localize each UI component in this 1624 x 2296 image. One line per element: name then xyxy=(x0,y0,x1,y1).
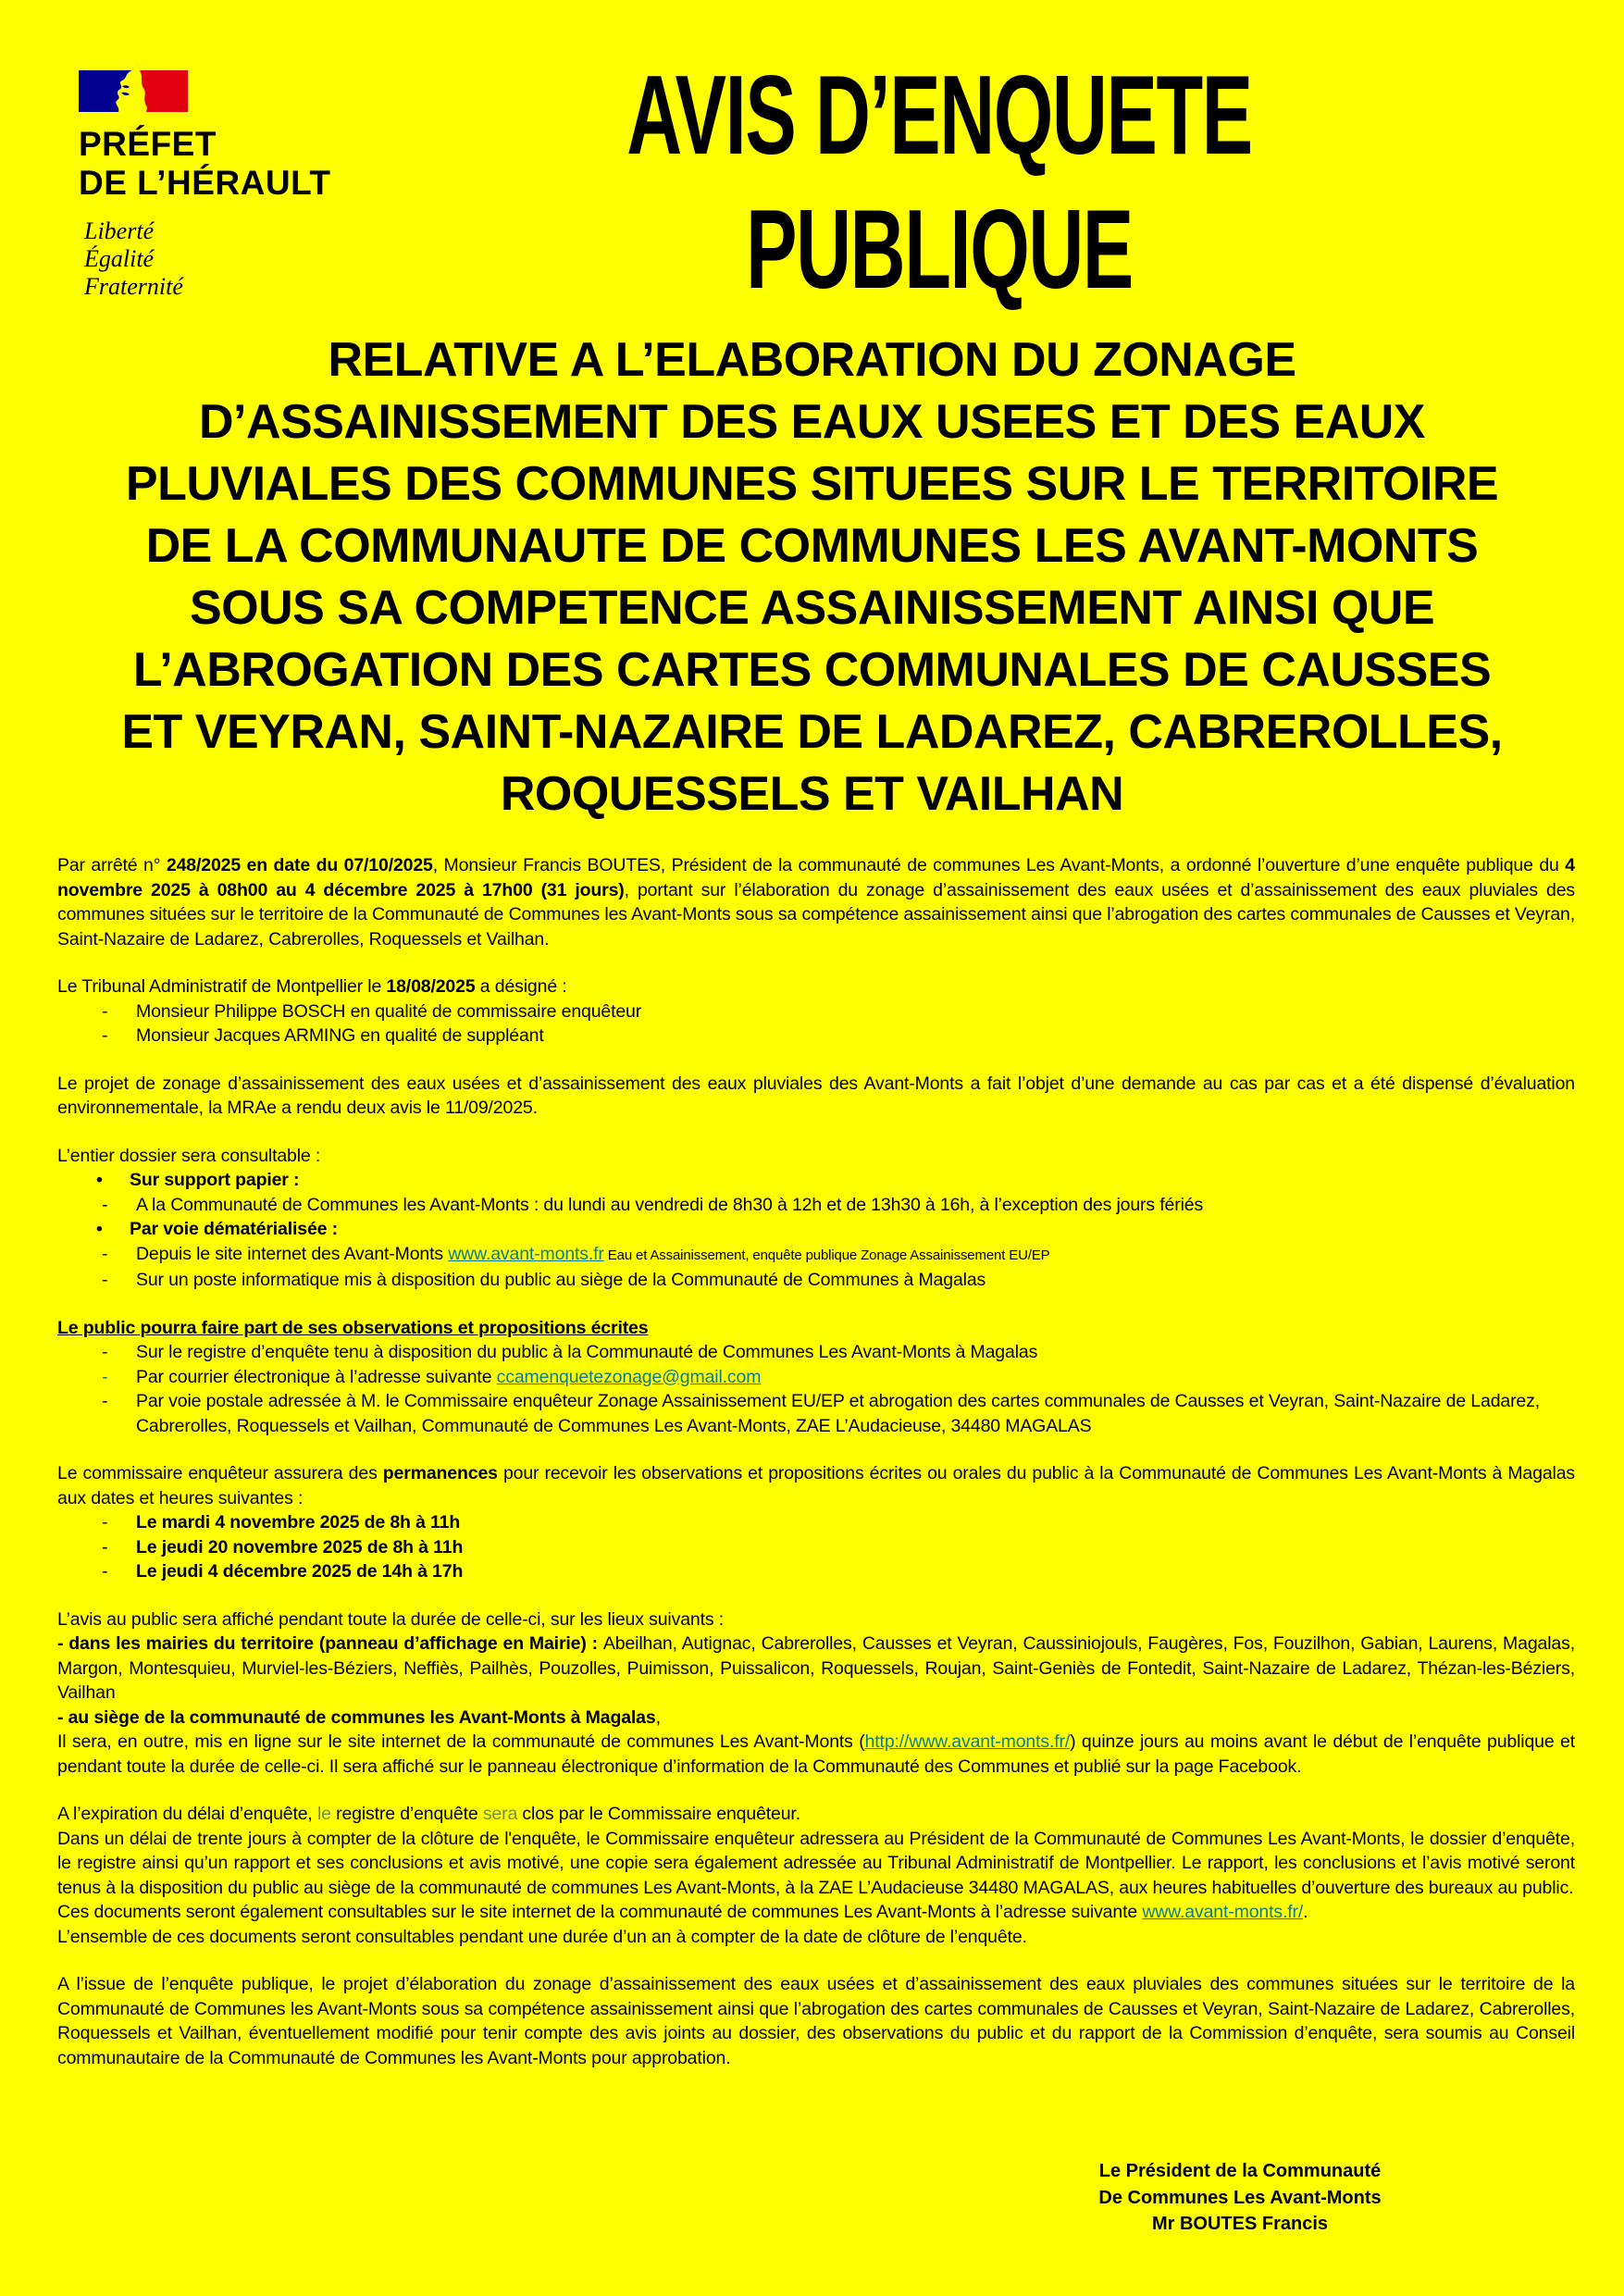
text-segment: Sur le registre d’enquête tenu à disposition du public à la Communauté de Communes Les Avant-Monts à Magalas xyxy=(136,1342,1038,1362)
signature-line-2: De Communes Les Avant-Monts xyxy=(1098,2187,1382,2208)
list-item-horaires xyxy=(57,1193,1575,1218)
list-item-registre xyxy=(57,1340,1575,1365)
list-item-text xyxy=(130,1217,1575,1242)
text-segment: Par arrêté n° xyxy=(57,855,167,875)
list-item-text xyxy=(136,1365,1575,1390)
signature-line-3: Mr BOUTES Francis xyxy=(1151,2214,1329,2234)
text-segment: Dans un délai de trente jours à compter de la clôture de l'enquête, le Commissaire enquêteur adressera au Président de la Communauté de Communes Les Avant-Monts, le dossier d’enquête, le registre ainsi qu’un rapport et ses conclusions et avis motivé, une copie sera également adressée au Tribunal Administratif de Montpellier. Le rapport, les conclusions et l’avis motivé seront tenus à la disposition du public au siège de la communauté de communes Les Avant-Monts, à la ZAE L’Audacieuse 34480 MAGALAS, aux heures habituelles d’ouverture des bureaux au public. xyxy=(57,1828,1575,1898)
list-marker: - xyxy=(102,1000,108,1022)
list-marker: - xyxy=(102,1342,108,1362)
list-item-text xyxy=(136,1340,1575,1365)
list-marker: - xyxy=(102,1025,108,1046)
bullet-voie-dematerialisee xyxy=(57,1217,1575,1242)
text-segment: Monsieur Philippe BOSCH en qualité de commissaire enquêteur xyxy=(136,1000,642,1022)
text-segment: Le Tribunal Administratif de Montpellier le xyxy=(57,976,387,997)
paragraph-dossier-consultable xyxy=(57,1144,1575,1169)
list-marker: • xyxy=(96,1219,103,1239)
motto-fraternite: Fraternité xyxy=(84,273,183,300)
text-segment: pour recevoir les observations et propositions écrites ou orales du public à la Communauté de Communes Les Avant-Monts à Magalas aux dates et heures suivantes : xyxy=(57,1463,1575,1508)
text-segment: permanences xyxy=(382,1463,498,1483)
paragraph-duree-consultation xyxy=(57,1925,1575,1950)
list-item-suppleant xyxy=(57,1024,1575,1049)
paragraph-affichage xyxy=(57,1607,1575,1632)
signature-block xyxy=(953,2158,1527,2238)
gap xyxy=(57,1121,1575,1144)
gap xyxy=(57,1049,1575,1072)
subtitle-line-4: DE LA COMMUNAUTE DE COMMUNES LES AVANT-MONTS xyxy=(145,519,1479,573)
list-item-commissaire xyxy=(57,999,1575,1024)
subtitle-line-8: ROQUESSELS ET VAILHAN xyxy=(500,767,1124,821)
list-item-text xyxy=(136,1242,1575,1269)
text-segment: le xyxy=(316,1804,331,1824)
gap xyxy=(57,1949,1575,1972)
text-segment: L’entier dossier sera consultable : xyxy=(57,1145,321,1166)
text-segment: Par voie dématérialisée : xyxy=(130,1219,338,1239)
list-marker: - xyxy=(102,1194,108,1215)
list-item-text xyxy=(136,1389,1575,1438)
paragraph-arrete xyxy=(57,853,1575,951)
motto-liberte: Liberté xyxy=(84,217,155,244)
paragraph-mairies xyxy=(57,1632,1575,1706)
list-item-text xyxy=(136,1559,1575,1584)
gap xyxy=(57,951,1575,974)
bullet-support-papier xyxy=(57,1168,1575,1193)
text-segment: Le commissaire enquêteur assurera des xyxy=(57,1463,383,1483)
list-item-text xyxy=(136,1024,1575,1049)
subtitle-line-5: SOUS SA COMPETENCE ASSAINISSEMENT AINSI QUE xyxy=(189,581,1435,635)
list-marker: - xyxy=(102,1270,108,1290)
text-segment: sera xyxy=(482,1804,518,1824)
text-segment: ) quinze jours au moins avant le début de l’enquête publique et pendant toute la durée de celle-ci. Il sera affiché sur le panneau électronique d’information de la Communauté des Communes et publié sur la page Facebook. xyxy=(57,1731,1576,1777)
subtitle-line-7: ET VEYRAN, SAINT-NAZAIRE DE LADAREZ, CABREROLLES, xyxy=(121,705,1503,759)
subtitle-line-3: PLUVIALES DES COMMUNES SITUEES SUR LE TERRITOIRE xyxy=(125,457,1499,511)
text-segment: Sur support papier : xyxy=(130,1170,300,1190)
page-subtitle xyxy=(19,329,1605,825)
text-segment: registre d’enquête xyxy=(330,1804,483,1824)
text-segment: L’avis au public sera affiché pendant toute la durée de celle-ci, sur les lieux suivants : xyxy=(57,1608,724,1630)
hyperlink[interactable]: http://www.avant-monts.fr/ xyxy=(864,1731,1071,1752)
page-title xyxy=(278,48,1601,316)
hyperlink[interactable]: www.avant-monts.fr/ xyxy=(1142,1902,1304,1922)
text-segment: 4 novembre 2025 à 08h00 au 4 décembre 2025 à 17h00 (31 jours) xyxy=(57,855,1575,900)
list-item-poste-informatique xyxy=(57,1268,1575,1293)
paragraph-siege xyxy=(57,1706,1575,1731)
hyperlink[interactable]: www.avant-monts.fr xyxy=(448,1243,604,1264)
list-item-text xyxy=(136,1268,1575,1293)
gap xyxy=(57,1584,1575,1607)
gap xyxy=(57,1293,1575,1316)
text-segment: . xyxy=(1303,1902,1308,1922)
list-item-voie-postale xyxy=(57,1389,1575,1438)
text-segment: , xyxy=(655,1706,661,1728)
paragraph-rapport xyxy=(57,1827,1575,1901)
paragraph-expiration xyxy=(57,1802,1575,1827)
text-segment: L’ensemble de ces documents seront consultables pendant une durée d’un an à compter de la date de clôture de l’enquête. xyxy=(57,1926,1027,1947)
subtitle-line-6: L’ABROGATION DES CARTES COMMUNALES DE CAUSSES xyxy=(132,643,1492,697)
list-marker: - xyxy=(102,1366,108,1387)
text-segment: - dans les mairies du territoire (panneau d’affichage en Mairie) : xyxy=(57,1633,603,1654)
text-segment: Le jeudi 20 novembre 2025 de 8h à 11h xyxy=(136,1536,464,1558)
text-segment: , portant sur l’élaboration du zonage d’assainissement des eaux usées et d’assainissement des eaux pluviales des communes situées sur le territoire de la Communauté de Communes les Avant-Monts sous sa compétence assainissement ainsi que l’abrogation des cartes communales de Causses et Veyran, Saint-Nazaire de Ladarez, Cabrerolles, Roquessels et Vailhan. xyxy=(57,879,1576,949)
paragraph-mrae xyxy=(57,1072,1575,1121)
text-segment: Par courrier électronique à l’adresse suivante xyxy=(136,1366,497,1387)
page-title-line-2: PUBLIQUE xyxy=(746,186,1133,312)
text-segment: Le public pourra faire part de ses observations et propositions écrites xyxy=(57,1317,649,1338)
list-item-courriel xyxy=(57,1365,1575,1390)
paragraph-tribunal xyxy=(57,974,1575,999)
text-segment: Abeilhan, Autignac, Cabrerolles, Causses et Veyran, Caussiniojouls, Faugères, Fos, Fouzilhon, Gabian, Laurens, Magalas, Margon, Montesquieu, Murviel-les-Béziers, Neffiès, Pailhès, Pouzolles, Puimisson, Puissalicon, Roquessels, Roujan, Saint-Geniès de Fontedit, Saint-Nazaire de Ladarez, Thézan-les-Béziers, Vailhan xyxy=(57,1633,1575,1703)
text-segment: Ces documents seront également consultables sur le site internet de la communauté de communes Les Avant-Monts à l’adresse suivante xyxy=(57,1902,1143,1922)
ministry-line-1: PRÉFET xyxy=(79,125,217,163)
text-segment: , Monsieur Francis BOUTES, Président de la communauté de communes Les Avant-Monts, a ordonné l’ouverture d’une enquête publique du xyxy=(432,855,1566,875)
list-item-site-internet xyxy=(57,1242,1575,1269)
text-segment: 18/08/2025 xyxy=(386,976,476,997)
text-segment: Le mardi 4 novembre 2025 de 8h à 11h xyxy=(136,1512,461,1533)
text-segment: Eau et Assainissement, enquête publique Zonage Assainissement EU/EP xyxy=(603,1247,1050,1263)
text-segment: A l’expiration du délai d’enquête, xyxy=(57,1804,317,1824)
paragraph-permanences xyxy=(57,1461,1575,1510)
text-segment: Sur un poste informatique mis à disposition du public au siège de la Communauté de Communes à Magalas xyxy=(136,1270,986,1290)
text-segment: a désigné : xyxy=(475,976,567,997)
body-content xyxy=(57,853,1575,2070)
list-marker: - xyxy=(102,1536,108,1558)
paragraph-issue xyxy=(57,1972,1575,2070)
heading-observations xyxy=(57,1316,1575,1341)
list-item-text xyxy=(136,1193,1575,1218)
text-segment: Monsieur Jacques ARMING en qualité de suppléant xyxy=(136,1025,544,1046)
subtitle-line-2: D’ASSAINISSEMENT DES EAUX USEES ET DES EAUX xyxy=(199,395,1425,449)
paragraph-documents-internet xyxy=(57,1900,1575,1925)
list-marker: - xyxy=(102,1561,108,1582)
text-segment: Depuis le site internet des Avant-Monts xyxy=(136,1243,449,1264)
list-item-text xyxy=(136,1535,1575,1560)
text-segment: Par voie postale adressée à M. le Commissaire enquêteur Zonage Assainissement EU/EP et abrogation des cartes communales de Causses et Veyran, Saint-Nazaire de Ladarez, Cabrerolles, Roquessels et Vailhan, Communauté de Communes Les Avant-Monts, ZAE L’Audacieuse, 34480 MAGALAS xyxy=(136,1391,1540,1436)
text-segment: A l’issue de l’enquête publique, le projet d’élaboration du zonage d’assainissement des eaux usées et d’assainissement des eaux pluviales des communes situées sur le territoire de la Communauté de Communes les Avant-Monts sous sa compétence assainissement ainsi que l’abrogation des cartes communales de Causses et Veyran, Saint-Nazaire de Ladarez, Cabrerolles, Roquessels et Vailhan, éventuellement modifié pour tenir compte des avis joints au dossier, des observations du public et du rapport de la Commission d’enquête, sera soumis au Conseil communautaire de la Communauté de Communes les Avant-Monts pour approbation. xyxy=(57,1974,1575,2068)
text-segment: Le jeudi 4 décembre 2025 de 14h à 17h xyxy=(136,1561,464,1582)
page-title-line-1: AVIS D’ENQUETE xyxy=(626,52,1252,178)
paragraph-mise-en-ligne xyxy=(57,1730,1575,1779)
text-segment: clos par le Commissaire enquêteur. xyxy=(517,1804,800,1824)
gap xyxy=(57,1438,1575,1461)
text-segment: Le projet de zonage d’assainissement des eaux usées et d’assainissement des eaux pluviales des Avant-Monts a fait l’objet d’une demande au cas par cas et a été dispensé d’évaluation environnementale, la MRAe a rendu deux avis le 11/09/2025. xyxy=(57,1073,1575,1118)
list-item-permanence-2 xyxy=(57,1535,1575,1560)
list-item-text xyxy=(136,999,1575,1024)
list-item-text xyxy=(130,1168,1575,1193)
gap xyxy=(57,1779,1575,1802)
text-segment: 248/2025 en date du 07/10/2025 xyxy=(166,855,433,875)
list-marker: - xyxy=(102,1512,108,1533)
motto-egalite: Égalité xyxy=(84,245,155,272)
list-marker: - xyxy=(102,1243,108,1264)
signature-line-1: Le Président de la Communauté xyxy=(1098,2161,1382,2181)
list-item-text xyxy=(136,1510,1575,1535)
ministry-line-2: DE L’HÉRAULT xyxy=(79,164,331,202)
list-item-permanence-3 xyxy=(57,1559,1575,1584)
subtitle-line-1: RELATIVE A L’ELABORATION DU ZONAGE xyxy=(328,333,1296,387)
list-item-permanence-1 xyxy=(57,1510,1575,1535)
list-marker: • xyxy=(96,1170,103,1190)
list-marker: - xyxy=(102,1391,108,1411)
hyperlink[interactable]: ccamenquetezonage@gmail.com xyxy=(496,1366,762,1387)
text-segment: - au siège de la communauté de communes les Avant-Monts à Magalas xyxy=(57,1706,656,1728)
text-segment: A la Communauté de Communes les Avant-Monts : du lundi au vendredi de 8h30 à 12h et de 13h30 à 16h, à l’exception des jours fériés xyxy=(136,1194,1204,1215)
text-segment: Il sera, en outre, mis en ligne sur le site internet de la communauté de communes Les Avant-Monts ( xyxy=(57,1731,865,1752)
